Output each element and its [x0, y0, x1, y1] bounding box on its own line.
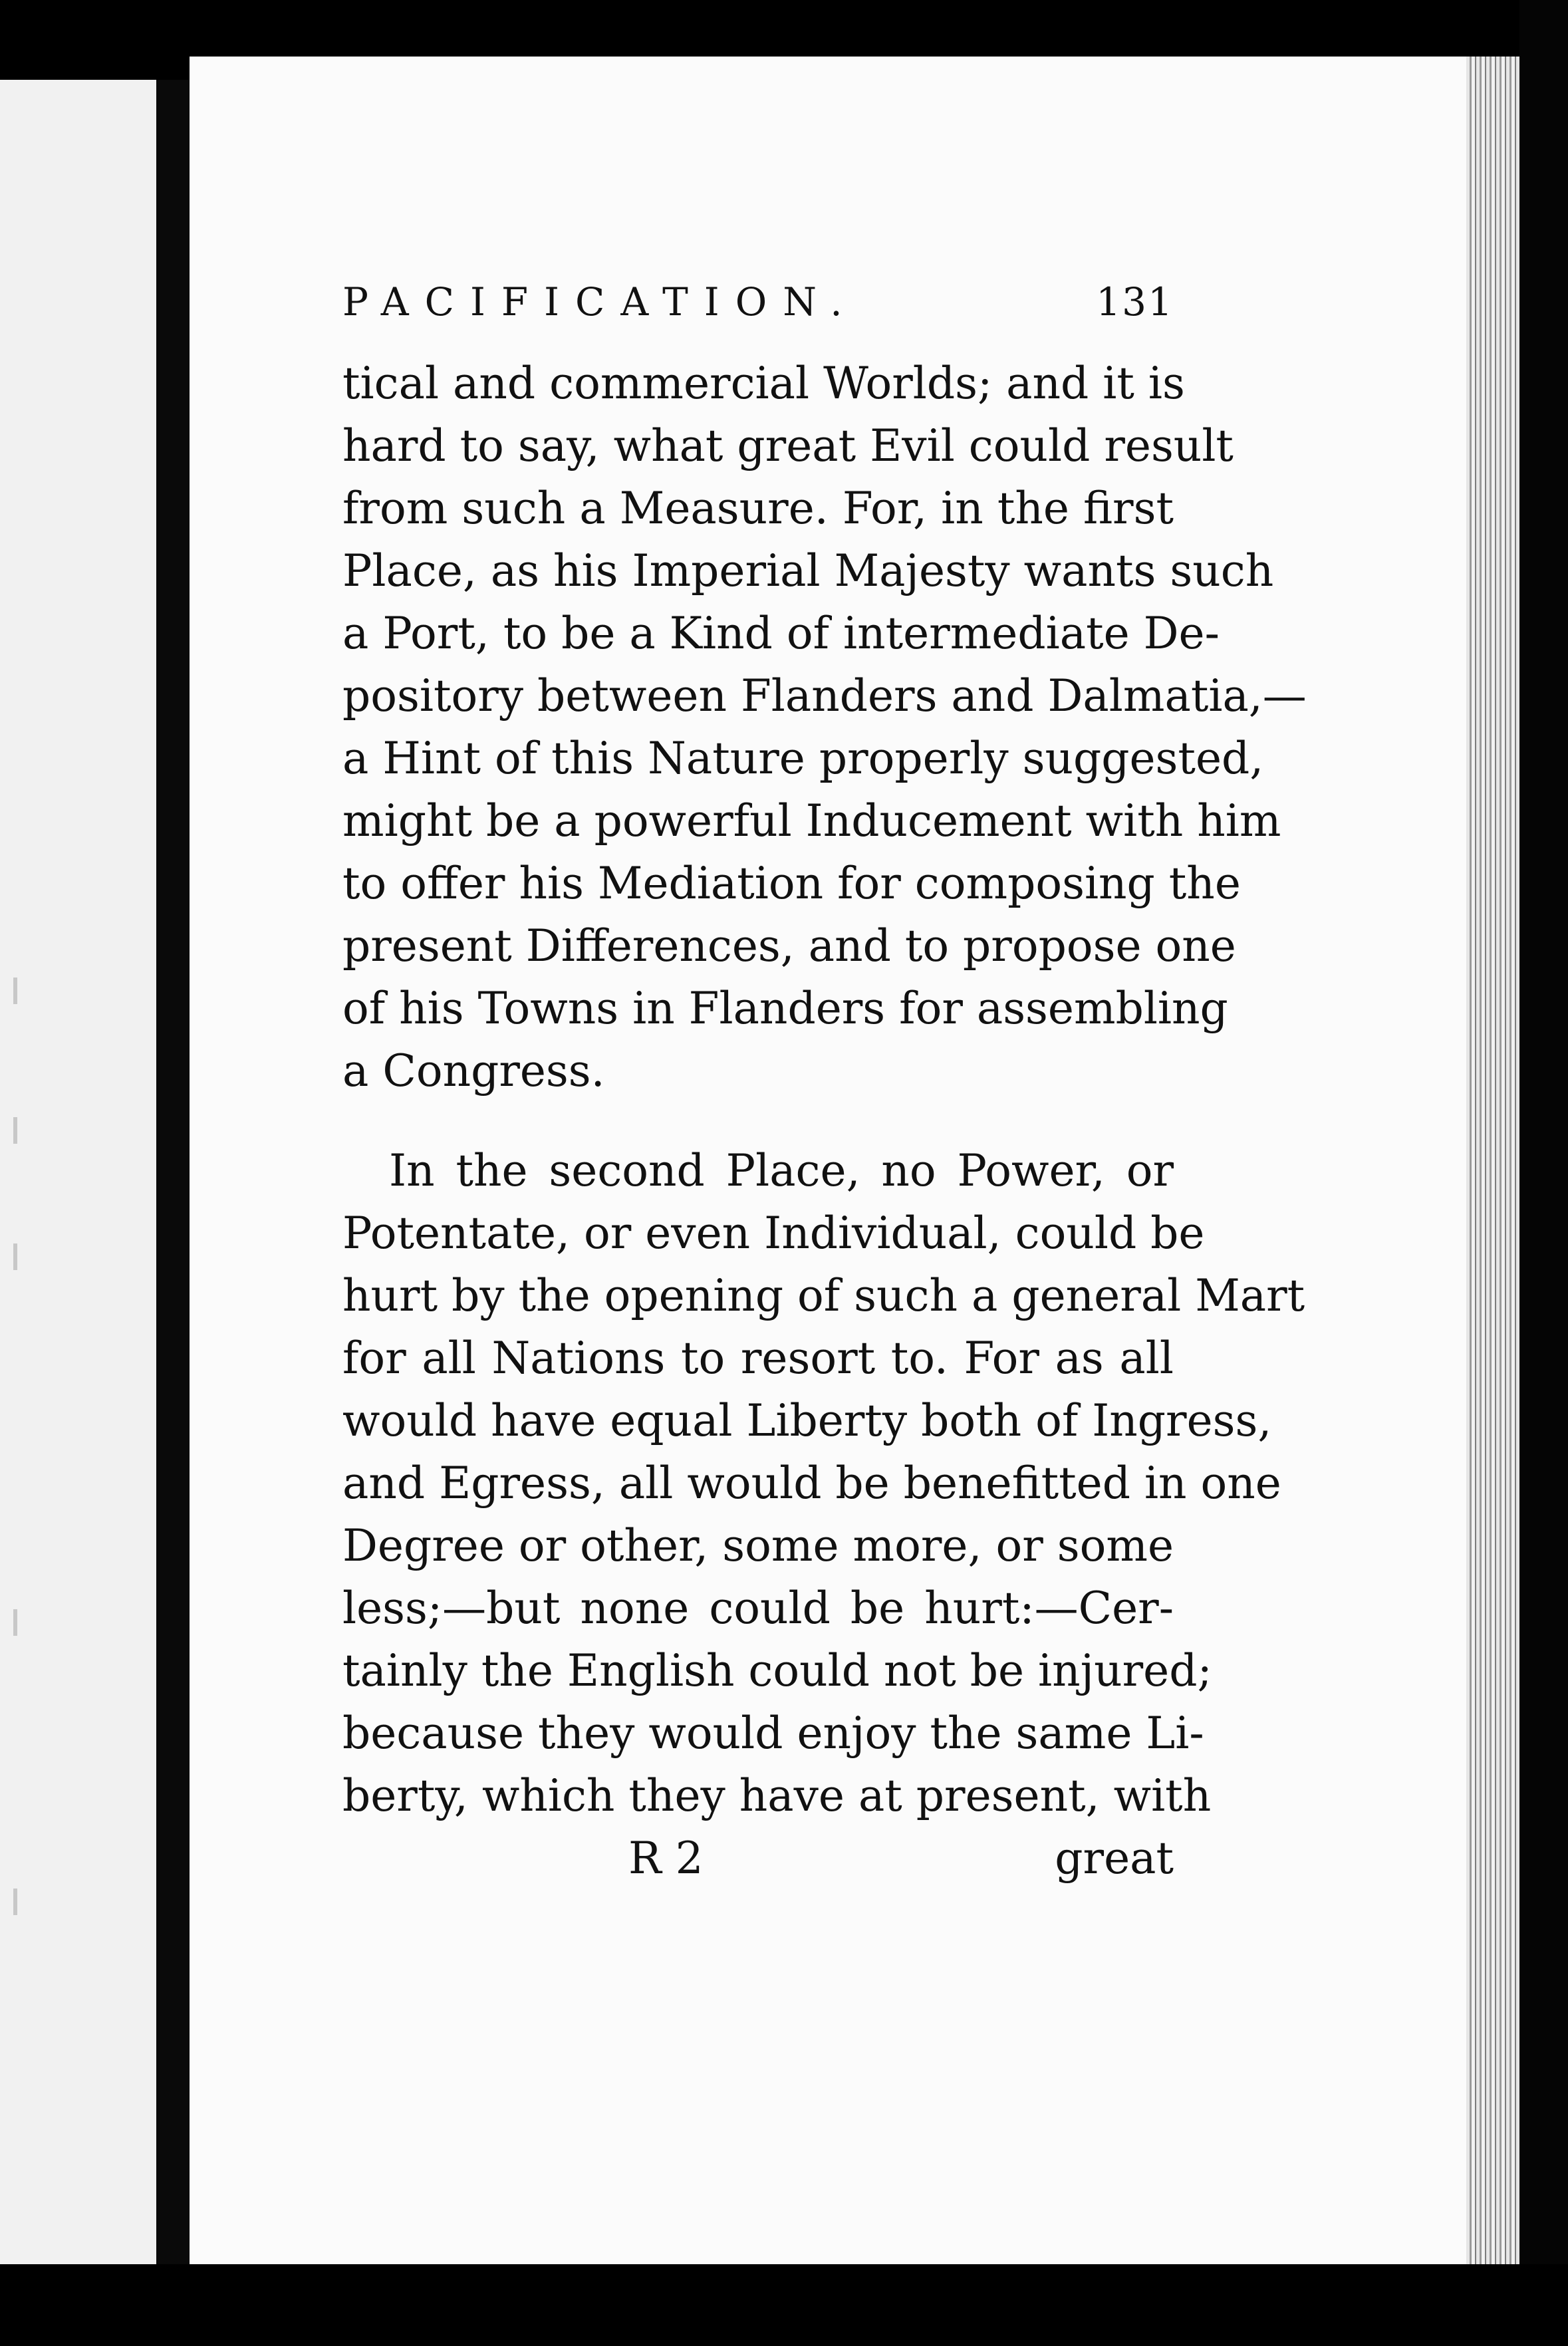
text-line: berty, which they have at present, with: [342, 1770, 1212, 1821]
text-line: pository between Flanders and Dalmatia,—: [342, 670, 1307, 721]
text-line: of his Towns in Flanders for assembling: [342, 983, 1228, 1034]
scan-background: [1519, 0, 1568, 2346]
text-line: a Congress.: [342, 1045, 605, 1097]
bleed-mark: [13, 978, 17, 1004]
text-line: for all Nations to resort to. For as all: [342, 1333, 1174, 1384]
bleed-mark: [13, 1117, 17, 1144]
paragraph-2: [342, 1140, 1305, 1827]
page-footer: [342, 1827, 1174, 1890]
text-line: might be a powerful Inducement with him: [342, 795, 1281, 847]
text-line: and Egress, all would be benefitted in one: [342, 1458, 1281, 1509]
text-line: from such a Measure. For, in the first: [342, 483, 1174, 534]
text-line: present Differences, and to propose one: [342, 920, 1236, 972]
text-line: tical and commercial Worlds; and it is: [342, 358, 1185, 409]
paragraph-1: [342, 352, 1307, 1103]
text-line: Potentate, or even Individual, could be: [342, 1208, 1205, 1259]
text-line: In the second Place, no Power, or: [389, 1145, 1174, 1196]
text-line: a Port, to be a Kind of intermediate De-: [342, 608, 1220, 659]
bleed-mark: [13, 1609, 17, 1636]
text-line: Degree or other, some more, or some: [342, 1520, 1174, 1571]
page-text: [342, 279, 1307, 1890]
text-line: would have equal Liberty both of Ingress,: [342, 1395, 1272, 1446]
catchword: great: [1055, 1833, 1174, 1884]
text-line: tainly the English could not be injured;: [342, 1645, 1212, 1696]
facing-page: [0, 80, 156, 2268]
signature-mark: R 2: [628, 1833, 704, 1884]
text-line: hard to say, what great Evil could result: [342, 420, 1234, 471]
text-line: less;—but none could be hurt:—Cer-: [342, 1583, 1174, 1634]
bleed-mark: [13, 1889, 17, 1915]
page-number: 131: [1096, 279, 1174, 325]
bleed-mark: [13, 1243, 17, 1270]
book-gutter: [156, 80, 190, 2268]
running-title: PACIFICATION.: [342, 279, 858, 325]
running-head: [342, 279, 1174, 352]
text-line: a Hint of this Nature properly suggested,: [342, 733, 1264, 784]
text-line: to offer his Mediation for composing the: [342, 858, 1241, 909]
paragraph-break: [342, 1103, 1174, 1140]
text-line: hurt by the opening of such a general Mart: [342, 1270, 1305, 1321]
text-line: because they would enjoy the same Li-: [342, 1708, 1204, 1759]
text-line: Place, as his Imperial Majesty wants such: [342, 545, 1274, 596]
scan-background-bottom: [0, 2264, 1568, 2346]
page-edges: [1466, 57, 1519, 2264]
